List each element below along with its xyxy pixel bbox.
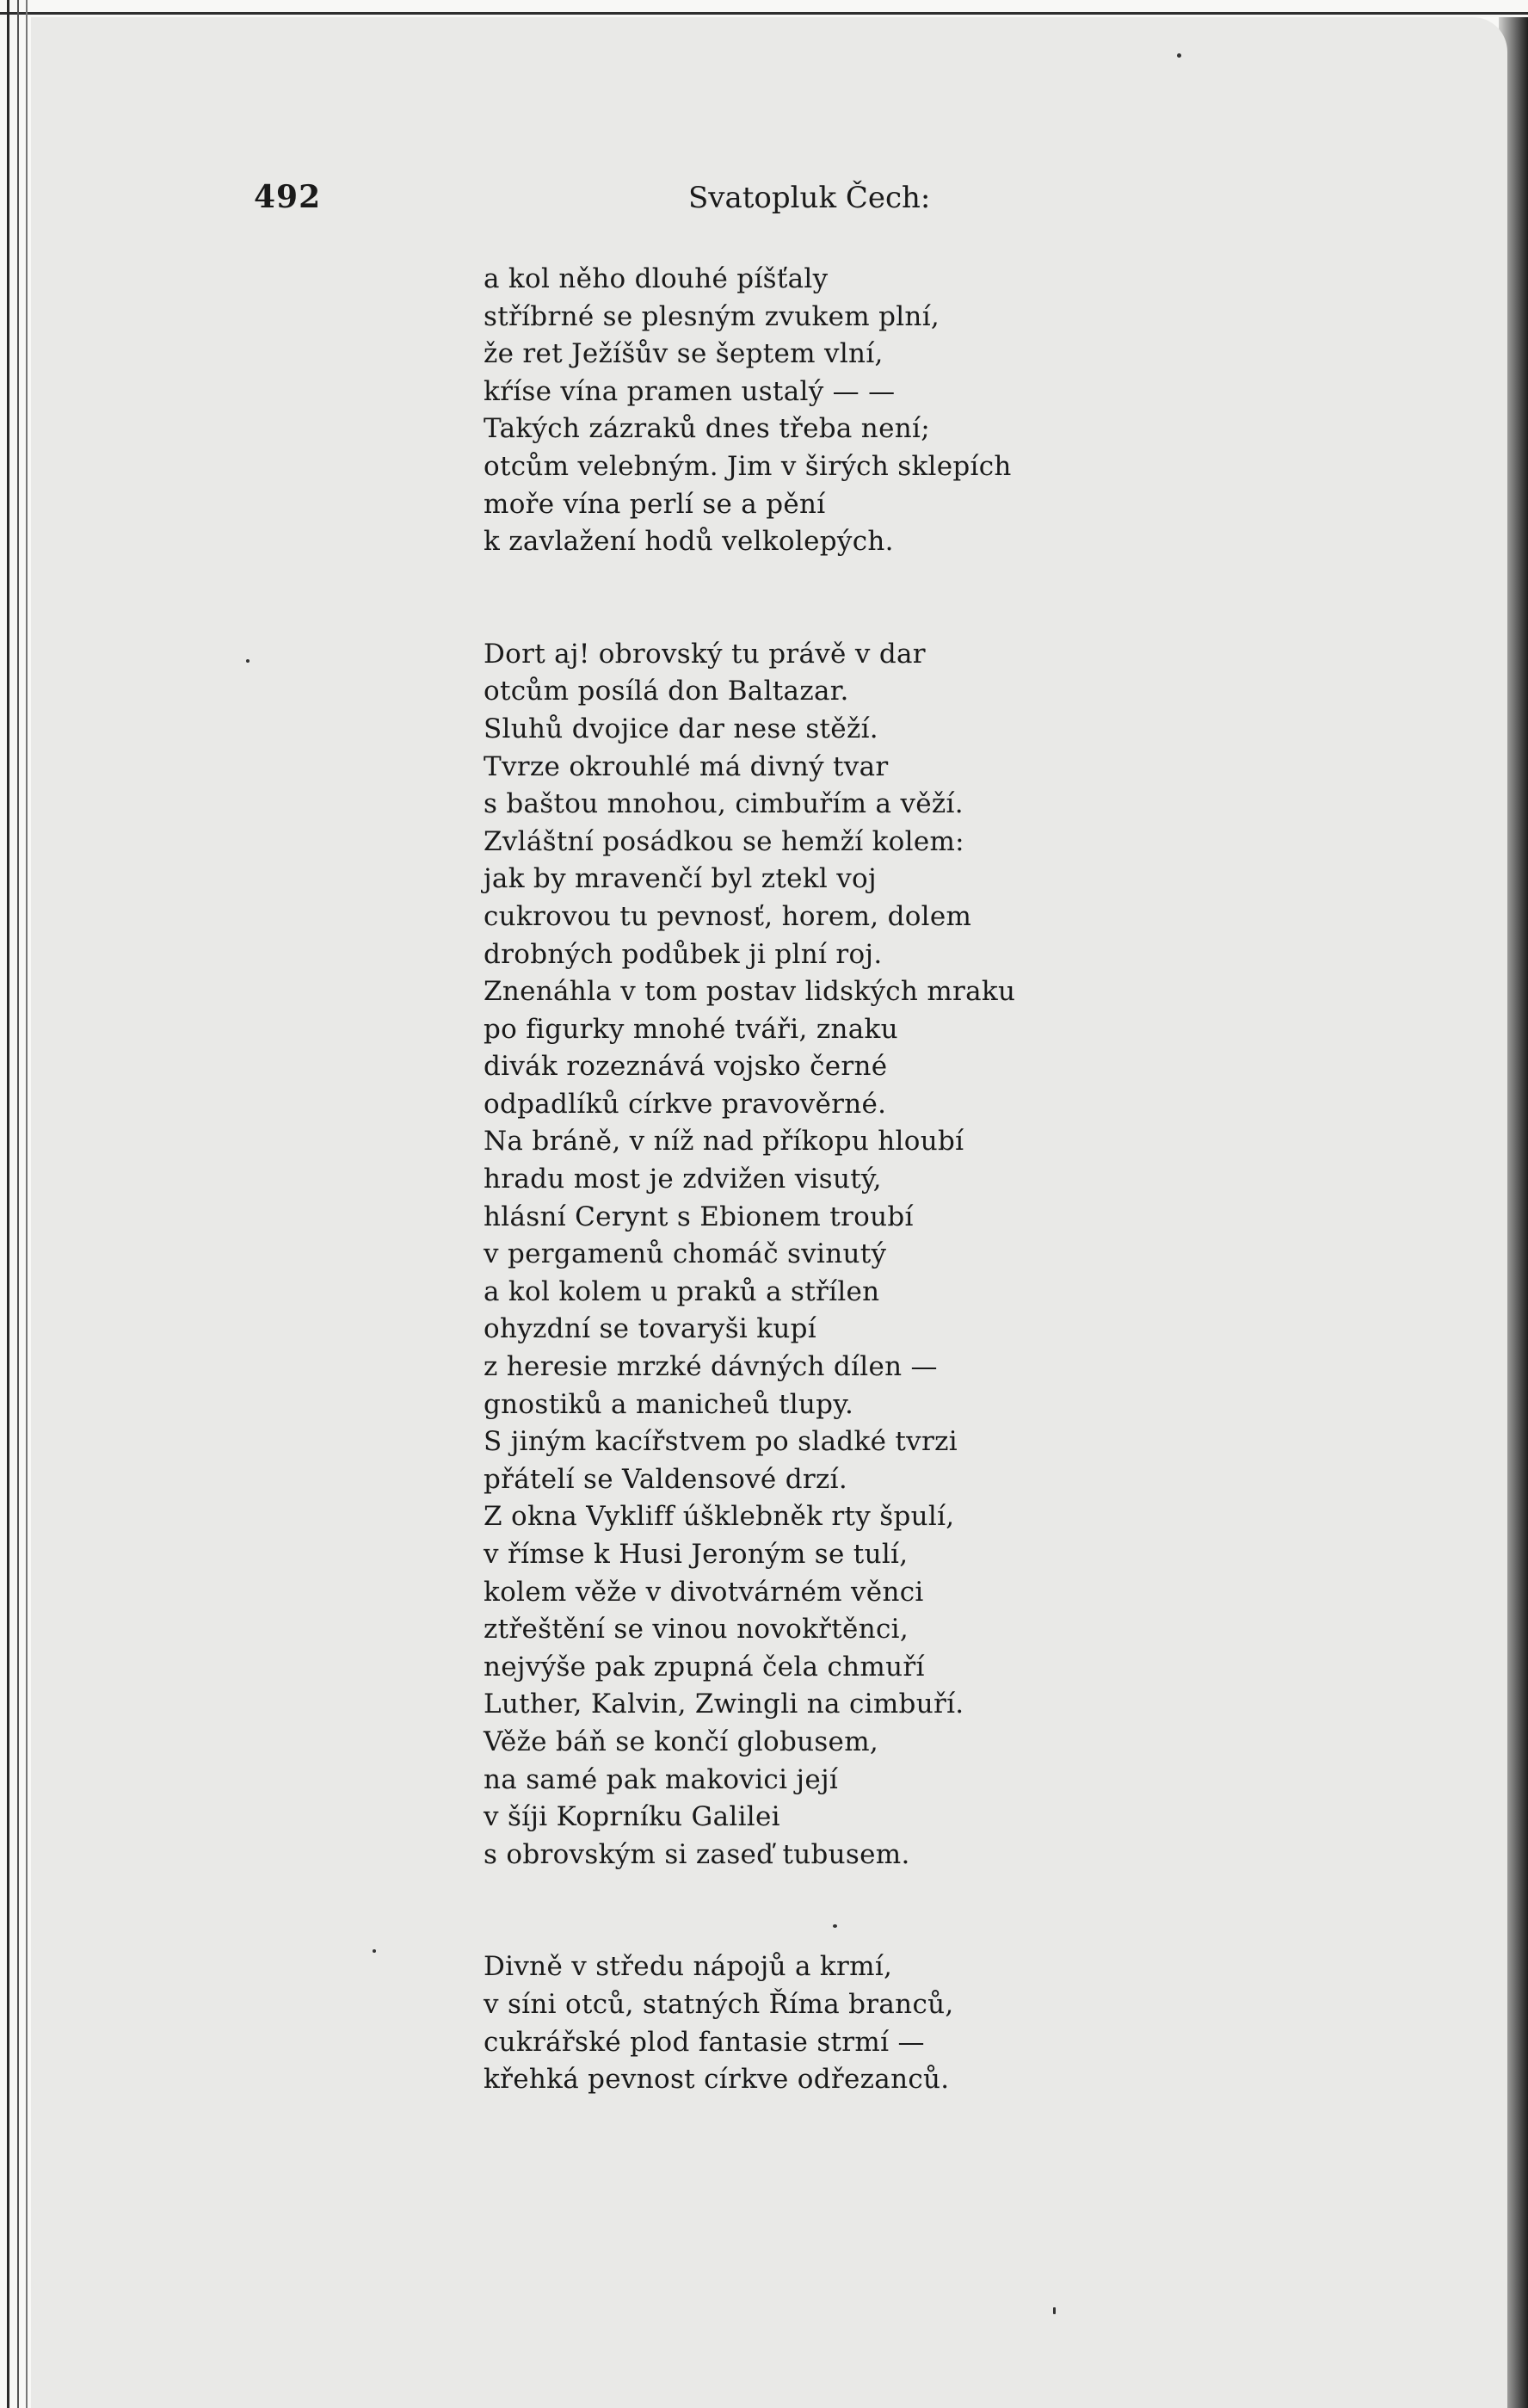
poem-line: stříbrné se plesným zvukem plní, [484,300,940,332]
running-head: Svatopluk Čech: [688,181,931,215]
poem-line: Divně v středu nápojů a krmí, [484,1951,893,1983]
poem-line: Znenáhla v tom postav lidských mraku [484,976,1016,1008]
poem-line: přátelí se Valdensové drzí. [484,1463,847,1495]
scan-speck [1177,53,1181,58]
poem-line: Na bráně, v níž nad příkopu hloubí [484,1126,964,1158]
poem-line: Věže báň se končí globusem, [484,1726,879,1757]
poem-line: v pergamenů chomáč svinutý [484,1238,887,1270]
poem-text [484,261,1137,2174]
binding-line-inner [17,0,19,2408]
poem-line: kolem věže v divotvárném věnci [484,1576,924,1608]
poem-line: v síni otců, statných Říma branců, [484,1988,954,2020]
page-top-edge [0,0,1528,15]
scan-speck [373,1949,376,1953]
poem-line: otcům posílá don Baltazar. [484,676,849,707]
poem-line: ztřeštění se vinou novokřtěnci, [484,1614,909,1645]
scan-speck [246,659,250,663]
poem-line: z heresie mrzké dávných dílen — [484,1351,938,1383]
poem-line: v šíji Koprníku Galilei [484,1801,780,1833]
poem-line: otcům velebným. Jim v širých sklepích [484,450,1012,482]
poem-line: že ret Ježíšův se šeptem vlní, [484,338,884,370]
poem-line: křehká pevnost církve odřezanců. [484,2064,950,2096]
poem-line: Sluhů dvojice dar nese stěží. [484,713,878,744]
scan-speck [833,1924,837,1928]
poem-line: cukrovou tu pevnosť, horem, dolem [484,900,972,932]
binding-line-innermost [26,0,28,2408]
poem-line: Zvláštní posádkou se hemží kolem: [484,825,964,857]
poem-line: po figurky mnohé tváři, znaku [484,1013,898,1045]
poem-line: hlásní Cerynt s Ebionem troubí [484,1201,914,1232]
poem-line: hradu most je zdvižen visutý, [484,1164,882,1195]
poem-line: na samé pak makovici její [484,1763,839,1795]
poem-line: nejvýše pak zpupná čela chmuří [484,1651,925,1683]
poem-line: Dort aj! obrovský tu právě v dar [484,638,926,670]
poem-line: Z okna Vykliff úšklebněk rty špulí, [484,1501,955,1533]
poem-line: s baštou mnohou, cimbuřím a věží. [484,788,964,820]
stanza [484,1948,1137,2098]
poem-line: Luther, Kalvin, Zwingli na cimbuří. [484,1689,964,1720]
poem-line: k zavlažení hodů velkolepých. [484,526,894,558]
poem-line: a kol kolem u praků a střílen [484,1275,880,1307]
poem-line: Tvrze okrouhlé má divný tvar [484,750,889,782]
poem-line: drobných podůbek ji plní roj. [484,938,883,970]
binding-line-left [7,0,9,2408]
poem-line: a kol něho dlouhé píšťaly [484,263,829,294]
poem-line: kŕíse vína pramen ustalý — — [484,375,896,407]
stanza [484,261,1137,561]
poem-line: gnostiků a manicheů tlupy. [484,1388,854,1420]
poem-line: ohyzdní se tovaryši kupí [484,1313,816,1345]
poem-line: s obrovským si zaseď tubusem. [484,1838,910,1870]
poem-line: cukrářské plod fantasie strmí — [484,2026,925,2058]
poem-line: Takých zázraků dnes třeba není; [484,413,930,445]
stanza [484,636,1137,1874]
poem-line: divák rozeznává vojsko černé [484,1051,888,1083]
poem-line: S jiným kacířstvem po sladké tvrzi [484,1426,958,1458]
poem-line: jak by mravenčí byl ztekl voj [484,863,877,895]
page-number: 492 [254,179,322,215]
poem-line: odpadlíků církve pravověrné. [484,1088,887,1120]
scan-speck [1053,2307,1056,2314]
poem-line: v římse k Husi Jeroným se tulí, [484,1539,909,1570]
poem-line: moře vína perlí se a pění [484,488,826,520]
